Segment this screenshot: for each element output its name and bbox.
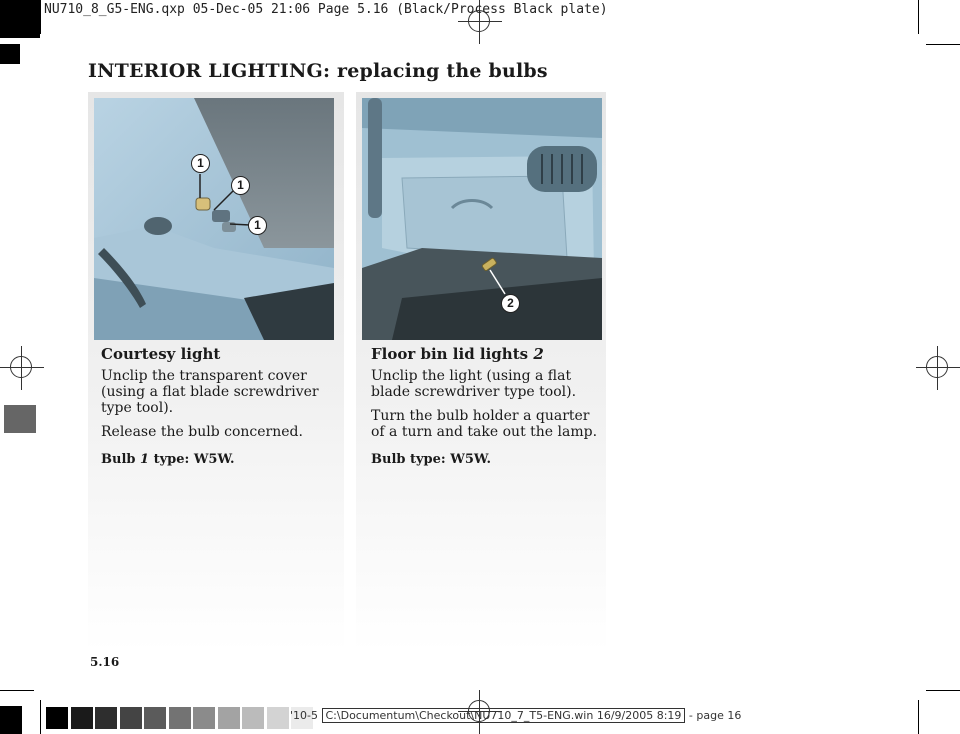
registration-square-top (0, 0, 40, 38)
crop-mark (40, 0, 41, 34)
callout-1-badge: 1 (191, 154, 210, 173)
colour-swatch (95, 707, 117, 729)
colour-swatch (218, 707, 240, 729)
colour-swatch (169, 707, 191, 729)
courtesy-light-photo (94, 98, 334, 340)
courtesy-light-section (101, 345, 341, 476)
registration-square-bottom (0, 706, 22, 734)
crop-mark (40, 700, 41, 734)
floor-bin-step-2: Turn the bulb holder a quarter of a turn and take out the lamp. (371, 408, 598, 440)
floor-bin-section (371, 345, 607, 476)
courtesy-light-step-1: Unclip the transparent cover (using a flat blade screwdriver type tool). (101, 368, 319, 416)
floor-bin-photo (362, 98, 602, 340)
print-header: NU710_8_G5-ENG.qxp 05-Dec-05 21:06 Page 5.16 (Black/Process Black plate) (44, 2, 608, 17)
crop-mark (918, 0, 919, 34)
crop-mark (0, 690, 34, 691)
courtesy-light-step-2: Release the bulb concerned. (101, 424, 303, 440)
crop-mark (926, 690, 960, 691)
registration-target-icon (916, 346, 960, 390)
courtesy-light-heading: Courtesy light (101, 345, 221, 363)
courtesy-light-bulb-type: Bulb 1 type: W5W. (101, 452, 235, 467)
floor-bin-bulb-type: Bulb type: W5W. (371, 452, 491, 467)
registration-target-icon (0, 346, 44, 390)
registration-square-mid (0, 44, 20, 64)
colour-swatch (46, 707, 68, 729)
colour-swatch (193, 707, 215, 729)
floor-bin-heading: Floor bin lid lights 2 (371, 345, 544, 363)
crop-mark (926, 44, 960, 45)
print-footer: '10-5 C:\Documentum\Checkout\NU710_7_T5-ENG.win 16/9/2005 8:19 - page 16 (290, 709, 742, 722)
colour-swatch (71, 707, 93, 729)
colour-swatch (267, 707, 289, 729)
colour-swatch (120, 707, 142, 729)
callout-1-badge: 1 (231, 176, 250, 195)
callout-1-badge: 1 (248, 216, 267, 235)
page-title: INTERIOR LIGHTING: replacing the bulbs (88, 60, 548, 82)
page-number: 5.16 (90, 655, 120, 669)
registration-square-grey (4, 405, 36, 433)
colour-swatch (144, 707, 166, 729)
floor-bin-step-1: Unclip the light (using a flat blade screwdriver type tool). (371, 368, 577, 400)
crop-mark (918, 700, 919, 734)
colour-swatch (242, 707, 264, 729)
callout-2-badge: 2 (501, 294, 520, 313)
